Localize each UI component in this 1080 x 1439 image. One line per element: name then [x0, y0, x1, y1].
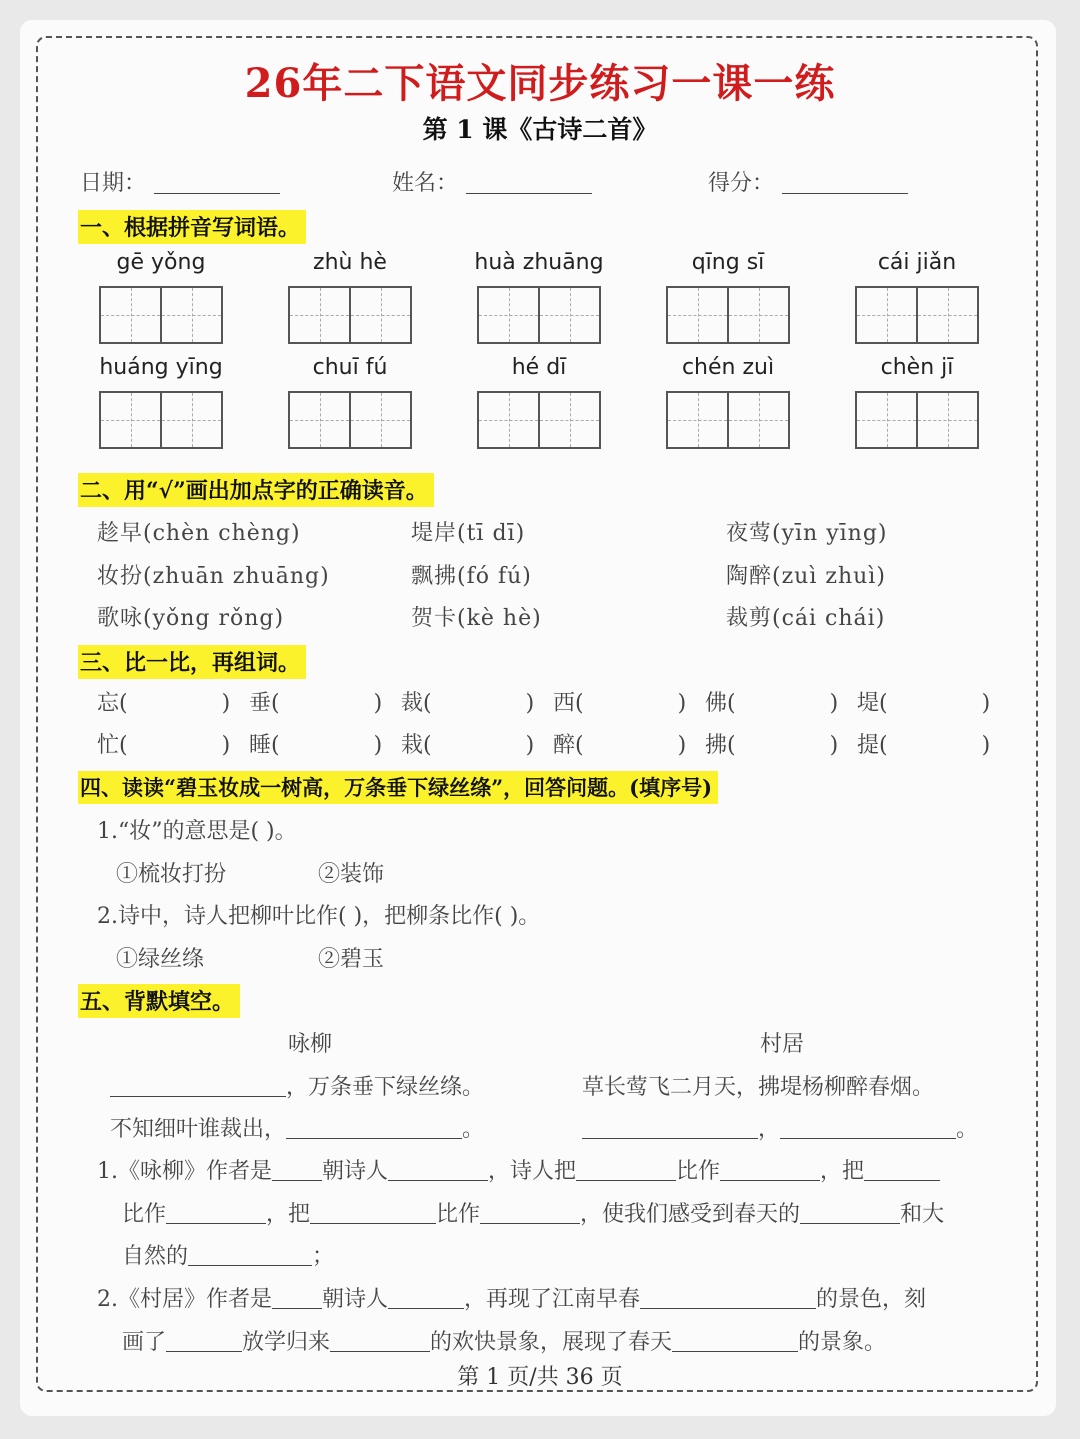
question-5-2[interactable]: 2.《村居》作者是 朝诗人 ，再现了江南早春 的景色，刻 — [97, 1287, 927, 1312]
word-group-blank[interactable]: 栽( ) — [401, 733, 535, 758]
question-5-2-cont[interactable]: 画了 放学归来 的欢快景象，展现了春天 的景象。 — [122, 1330, 887, 1355]
pinyin-label: qīng sī — [691, 250, 765, 275]
writing-grid[interactable] — [666, 391, 790, 449]
word-group-blank[interactable]: 佛( ) — [705, 691, 839, 716]
lesson-subtitle: 第 1 课《古诗二首》 — [422, 115, 658, 144]
pinyin-label: huáng yīng — [99, 355, 223, 380]
section2-heading: 二、用“√”画出加点字的正确读音。 — [78, 473, 434, 507]
pinyin-label: chuī fú — [312, 355, 388, 380]
score-label: 得分： — [708, 171, 775, 196]
section3-heading: 三、比一比，再组词。 — [78, 645, 306, 679]
writing-grid[interactable] — [99, 286, 223, 344]
page-title: 26年二下语文同步练习一课一练 — [244, 60, 836, 107]
poem-line: 草长莺飞二月天，拂堤杨柳醉春烟。 — [582, 1075, 935, 1100]
reading-choice-item[interactable]: 夜莺(yīn yīng) — [726, 521, 888, 546]
writing-grid[interactable] — [477, 286, 601, 344]
section1-heading: 一、根据拼音写词语。 — [78, 210, 306, 244]
section5-heading: 五、背默填空。 — [78, 984, 240, 1018]
word-group-blank[interactable]: 忘( ) — [97, 691, 231, 716]
writing-grid[interactable] — [666, 286, 790, 344]
pinyin-label: cái jiǎn — [877, 250, 957, 275]
writing-grid[interactable] — [99, 391, 223, 449]
pinyin-label: gē yǒng — [116, 250, 206, 275]
poem-title-cunju: 村居 — [760, 1032, 805, 1057]
poem-line[interactable]: 不知细叶谁裁出， 。 — [110, 1117, 485, 1142]
word-group-blank[interactable]: 睡( ) — [249, 733, 383, 758]
writing-grid[interactable] — [288, 391, 412, 449]
question-5-1[interactable]: 1.《咏柳》作者是 朝诗人 ，诗人把 比作 ，把 — [97, 1154, 940, 1185]
word-group-blank[interactable]: 堤( ) — [857, 691, 991, 716]
page-number: 第 1 页/共 36 页 — [457, 1365, 623, 1390]
word-group-blank[interactable]: 拂( ) — [705, 733, 839, 758]
word-group-blank[interactable]: 提( ) — [857, 733, 991, 758]
pinyin-label: huà zhuāng — [474, 250, 604, 275]
poem-line[interactable]: ， 。 — [582, 1112, 978, 1143]
word-group-blank[interactable]: 西( ) — [553, 691, 687, 716]
word-group-blank[interactable]: 裁( ) — [401, 691, 535, 716]
score-field[interactable] — [708, 166, 908, 197]
reading-choice-item[interactable]: 歌咏(yǒng rǒng) — [97, 606, 285, 631]
poem-line[interactable]: ，万条垂下绿丝绦。 — [110, 1070, 484, 1101]
question-4-2: 2.诗中，诗人把柳叶比作( )，把柳条比作( )。 — [97, 904, 541, 929]
question-5-1-cont[interactable]: 比作 ，把 比作 ，使我们感受到春天的 和大 — [122, 1202, 945, 1227]
name-label: 姓名： — [392, 171, 459, 196]
pinyin-label: zhù hè — [313, 250, 387, 275]
reading-choice-item[interactable]: 妆扮(zhuān zhuāng) — [97, 564, 330, 589]
pinyin-label: hé dī — [511, 355, 567, 380]
writing-grid[interactable] — [288, 286, 412, 344]
writing-grid[interactable] — [855, 286, 979, 344]
reading-choice-item[interactable]: 陶醉(zuì zhuì) — [726, 564, 886, 589]
writing-grid[interactable] — [855, 391, 979, 449]
pinyin-label: chèn jī — [880, 355, 954, 380]
reading-choice-item[interactable]: 趁早(chèn chèng) — [97, 521, 301, 546]
option[interactable]: ①绿丝绦 — [116, 947, 205, 972]
pinyin-label: chén zuì — [681, 355, 775, 380]
date-field[interactable] — [80, 166, 280, 197]
question-5-1-end[interactable]: 自然的 ； — [122, 1244, 335, 1269]
poem-title-yongliu: 咏柳 — [288, 1032, 333, 1057]
name-field[interactable] — [392, 166, 592, 197]
writing-grid[interactable] — [477, 391, 601, 449]
reading-choice-item[interactable]: 飘拂(fó fú) — [411, 564, 532, 589]
option[interactable]: ②装饰 — [318, 862, 385, 887]
option[interactable]: ①梳妆打扮 — [116, 862, 227, 887]
reading-choice-item[interactable]: 堤岸(tī dī) — [411, 521, 526, 546]
section4-heading: 四、读读“碧玉妆成一树高，万条垂下绿丝绦”，回答问题。(填序号) — [78, 771, 718, 804]
date-label: 日期： — [80, 171, 147, 196]
reading-choice-item[interactable]: 裁剪(cái chái) — [726, 606, 886, 631]
word-group-blank[interactable]: 垂( ) — [249, 691, 383, 716]
word-group-blank[interactable]: 忙( ) — [97, 733, 231, 758]
option[interactable]: ②碧玉 — [318, 947, 385, 972]
word-group-blank[interactable]: 醉( ) — [553, 733, 687, 758]
reading-choice-item[interactable]: 贺卡(kè hè) — [411, 606, 542, 631]
question-4-1: 1.“妆”的意思是( )。 — [97, 819, 297, 844]
